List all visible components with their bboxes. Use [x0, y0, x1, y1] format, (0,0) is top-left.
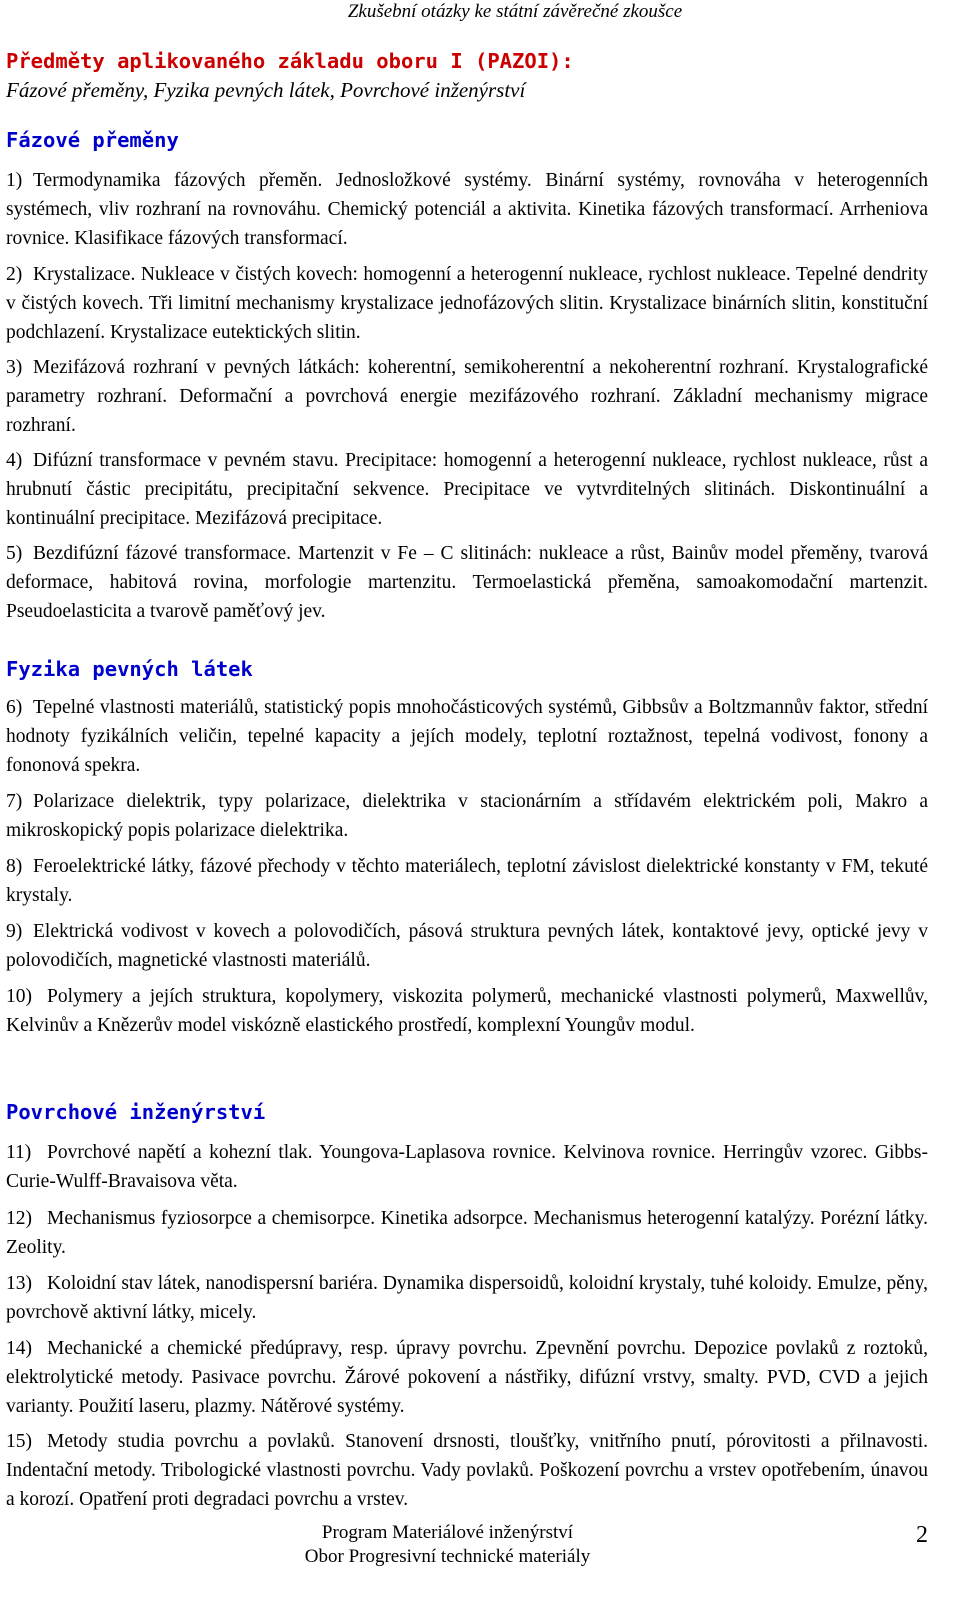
question-item — [6, 982, 928, 1040]
question-text: Povrchové napětí a kohezní tlak. Youngova-Laplasova rovnice. Kelvinova rovnice. Herringův vzorec. Gibbs-Curie-Wulff-Bravaisova věta. — [6, 1142, 928, 1192]
page-subtitle: Fázové přeměny, Fyzika pevných látek, Povrchové inženýrství — [6, 78, 526, 102]
question-item — [6, 1427, 928, 1514]
question-number: 1) — [6, 170, 23, 191]
question-item — [6, 260, 928, 347]
question-text: Polarizace dielektrik, typy polarizace, dielektrika v stacionárním a střídavém elektrickém poli, Makro a mikroskopický popis polarizace dielektrika. — [6, 791, 928, 841]
question-text: Mechanismus fyziosorpce a chemisorpce. Kinetika adsorpce. Mechanismus heterogenní katalýzy. Porézní látky. Zeolity. — [6, 1208, 928, 1258]
question-item — [6, 1204, 928, 1262]
question-text: Metody studia povrchu a povlaků. Stanovení drsnosti, tloušťky, vnitřního pnutí, pórovitosti a přilnavosti. Indentační metody. Tribologické vlastnosti povrchu. Vady povlaků. Poškození povrchu a vrstev opotřebením, únavou a korozí. Opatření proti degradaci povrchu a vrstev. — [6, 1431, 928, 1510]
question-text: Termodynamika fázových přeměn. Jednosložkové systémy. Binární systémy, rovnováha v heterogenních systémech, vliv rozhraní na rovnováhu. Chemický potenciál a aktivita. Kinetika fázových transformací. Arrheniova rovnice. Klasifikace fázových transformací. — [6, 170, 928, 249]
footer-program: Program Materiálové inženýrství — [321, 1522, 574, 1543]
question-item — [6, 917, 928, 975]
question-number: 2) — [6, 264, 23, 285]
section-heading-fyzika-pevnych-latek: Fyzika pevných látek — [6, 657, 253, 681]
question-item — [6, 787, 928, 845]
question-item — [6, 166, 928, 253]
question-text: Feroelektrické látky, fázové přechody v těchto materiálech, teplotní závislost dielektrické konstanty v FM, tekuté krystaly. — [6, 856, 928, 906]
running-header: Zkušební otázky ke státní závěrečné zkoušce — [347, 1, 683, 22]
question-item — [6, 1138, 928, 1196]
question-item — [6, 852, 928, 910]
question-number: 8) — [6, 856, 23, 877]
footer-field: Obor Progresivní technické materiály — [304, 1546, 591, 1567]
question-item — [6, 1269, 928, 1327]
question-number: 10) — [6, 986, 32, 1007]
question-text: Elektrická vodivost v kovech a polovodičích, pásová struktura pevných látek, kontaktové jevy, optické jevy v polovodičích, magnetické vlastnosti materiálů. — [6, 921, 928, 971]
page-title: Předměty aplikovaného základu oboru I (PAZOI): — [6, 49, 574, 73]
question-text: Difúzní transformace v pevném stavu. Precipitace: homogenní a heterogenní nukleace, rychlost nukleace, růst a hrubnutí částic precipitátu, precipitační sekvence. Precipitace ve vytvrditelných slitinách. Diskontinuální a kontinuální precipitace. Mezifázová precipitace. — [6, 450, 928, 529]
question-number: 3) — [6, 357, 23, 378]
question-text: Bezdifúzní fázové transformace. Martenzit v Fe – C slitinách: nukleace a růst, Bainův model přeměny, tvarová deformace, habitová rovina, morfologie martenzitu. Termoelastická přeměna, samoakomodační martenzit. Pseudoelasticita a tvarově paměťový jev. — [6, 543, 928, 622]
question-number: 13) — [6, 1273, 32, 1294]
question-number: 5) — [6, 543, 23, 564]
question-item — [6, 1334, 928, 1421]
question-text: Koloidní stav látek, nanodispersní bariéra. Dynamika dispersoidů, koloidní krystaly, tuhé koloidy. Emulze, pěny, povrchově aktivní látky, micely. — [6, 1273, 928, 1323]
question-text: Tepelné vlastnosti materiálů, statistický popis mnohočásticových systémů, Gibbsův a Boltzmannův faktor, střední hodnoty fyzikálních veličin, tepelné kapacity a jejích modely, teplotní roztažnost, tepelná vodivost, fonony a fononová spekra. — [6, 697, 928, 776]
question-text: Mechanické a chemické předúpravy, resp. úpravy povrchu. Zpevnění povrchu. Depozice povlaků z roztoků, elektrolytické metody. Pasivace povrchu. Žárové pokovení a nástřiky, difúzní vrstvy, smalty. PVD, CVD a jejich varianty. Použití laseru, plazmy. Nátěrové systémy. — [6, 1338, 928, 1417]
question-text: Polymery a jejích struktura, kopolymery, viskozita polymerů, mechanické vlastnosti polymerů, Maxwellův, Kelvinův a Knězerův model viskózně elastického prostředí, komplexní Youngův modul. — [6, 986, 928, 1036]
question-number: 14) — [6, 1338, 32, 1359]
page-number: 2 — [916, 1522, 928, 1548]
question-number: 7) — [6, 791, 23, 812]
question-item — [6, 539, 928, 626]
question-item — [6, 446, 928, 533]
question-number: 15) — [6, 1431, 32, 1452]
question-number: 11) — [6, 1142, 32, 1163]
question-item — [6, 693, 928, 780]
section-heading-fazove-premeny: Fázové přeměny — [6, 128, 179, 152]
question-number: 4) — [6, 450, 23, 471]
question-text: Mezifázová rozhraní v pevných látkách: koherentní, semikoherentní a nekoherentní rozhraní. Krystalografické parametry rozhraní. Deformační a povrchová energie mezifázového rozhraní. Základní mechanismy migrace rozhraní. — [6, 357, 928, 436]
question-number: 12) — [6, 1208, 32, 1229]
question-number: 6) — [6, 697, 23, 718]
section-heading-povrchove-inzenyrstvi: Povrchové inženýrství — [6, 1100, 266, 1124]
question-text: Krystalizace. Nukleace v čistých kovech: homogenní a heterogenní nukleace, rychlost nukleace. Tepelné dendrity v čistých kovech. Tři limitní mechanismy krystalizace jednofázových slitin. Krystalizace binárních slitin, konstituční podchlazení. Krystalizace eutektických slitin. — [6, 264, 928, 343]
question-number: 9) — [6, 921, 23, 942]
question-item — [6, 353, 928, 440]
